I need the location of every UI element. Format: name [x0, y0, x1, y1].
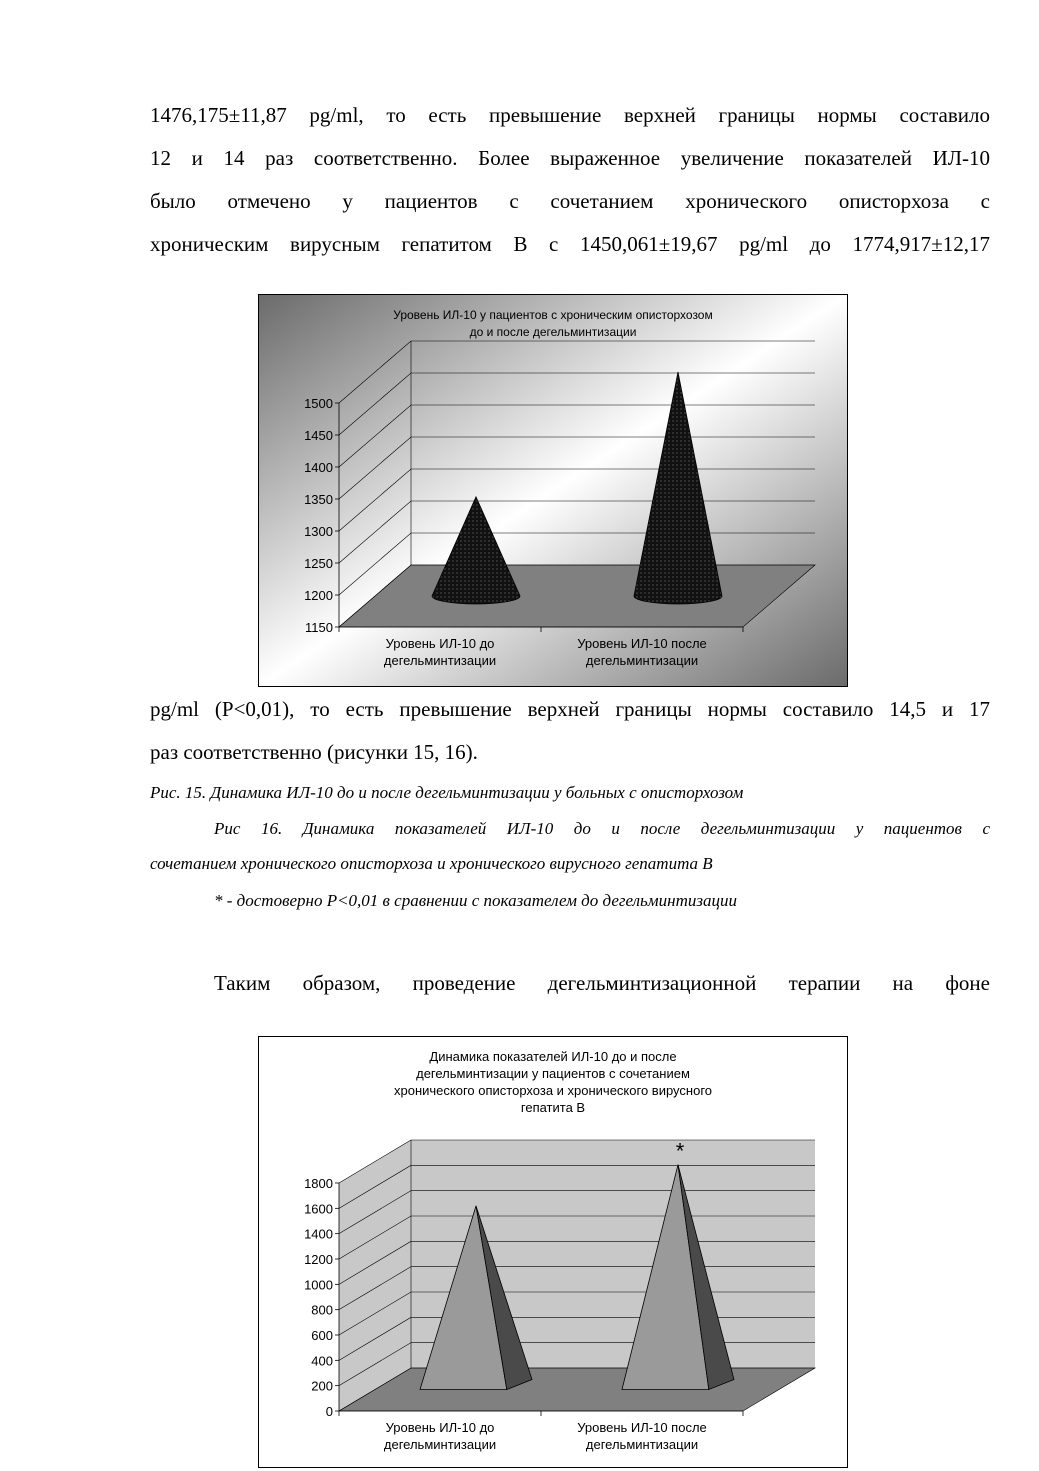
chart-figure-16 [258, 1036, 848, 1468]
y-tick-label: 600 [311, 1328, 333, 1343]
chart-floor [339, 1368, 815, 1411]
y-tick-label: 1500 [304, 396, 333, 411]
y-tick-label: 200 [311, 1378, 333, 1394]
caption-figure-16-line-1: Рис 16. Динамика показателей ИЛ-10 до и после дегельминтизации у пациентов с [214, 819, 990, 838]
footnote: * - достоверно P<0,01 в сравнении с показателем до дегельминтизации [214, 891, 737, 910]
chart-title-line: хронического описторхоза и хронического вирусного [394, 1083, 712, 1098]
chart-title-line: гепатита В [520, 1100, 586, 1115]
text-line: было отмечено у пациентов с сочетанием хронического описторхоза с [150, 189, 990, 213]
significance-marker: * [675, 1138, 685, 1164]
chart-figure-15 [258, 294, 848, 687]
chart-title-line: до и после дегельминтизации [469, 325, 637, 339]
chart-floor [339, 565, 815, 627]
y-tick-label: 1300 [304, 524, 333, 539]
text-line: Таким образом, проведение дегельминтизационной терапии на фоне [214, 971, 990, 995]
y-tick-label: 1200 [304, 1252, 333, 1267]
x-category-label: Уровень ИЛ-10 после [577, 1420, 707, 1435]
y-tick-label: 800 [311, 1302, 333, 1318]
x-category-label: дегельминтизации [383, 1437, 497, 1452]
chart-15-svg [259, 295, 847, 686]
text-line: 1476,175±11,87 pg/ml, то есть превышение верхней границы нормы составило [150, 103, 990, 127]
y-tick-label: 1250 [304, 556, 333, 571]
y-tick-label: 400 [311, 1353, 333, 1369]
paragraph-3 [214, 962, 990, 1005]
y-tick-label: 1150 [305, 620, 333, 635]
y-tick-label: 1000 [304, 1277, 333, 1293]
text-line: раз соответственно (рисунки 15, 16). [150, 740, 478, 764]
chart-16-svg [259, 1037, 847, 1467]
y-tick-label: 1400 [304, 1226, 333, 1242]
y-tick-label: 1600 [304, 1201, 333, 1217]
x-category-label: Уровень ИЛ-10 после [577, 636, 707, 651]
y-tick-label: 1400 [304, 460, 333, 475]
text-line: pg/ml (P<0,01), то есть превышение верхней границы нормы составило 14,5 и 17 [150, 697, 990, 721]
y-tick-label: 1350 [304, 492, 333, 507]
x-category-label: Уровень ИЛ-10 до [385, 636, 495, 651]
chart-title-line: Уровень ИЛ-10 у пациентов с хроническим описторхозом [393, 308, 713, 322]
x-category-label: дегельминтизации [585, 1437, 699, 1452]
x-category-label: Уровень ИЛ-10 до [385, 1420, 495, 1435]
paragraph-2 [150, 688, 990, 774]
x-category-label: дегельминтизации [585, 653, 699, 668]
chart-title-line: дегельминтизации у пациентов с сочетанием [416, 1066, 690, 1081]
x-category-label: дегельминтизации [383, 653, 497, 668]
paragraph-1 [150, 94, 990, 266]
y-tick-label: 0 [325, 1404, 333, 1419]
caption-figure-15: Рис. 15. Динамика ИЛ-10 до и после дегельминтизации у больных с описторхозом [150, 783, 744, 802]
text-line: 12 и 14 раз соответственно. Более выраженное увеличение показателей ИЛ-10 [150, 146, 990, 170]
y-tick-label: 1200 [304, 588, 333, 603]
text-line: хроническим вирусным гепатитом В с 1450,061±19,67 pg/ml до 1774,917±12,17 [150, 232, 990, 256]
caption-figure-16-line-2: сочетанием хронического описторхоза и хронического вирусного гепатита В [150, 854, 713, 873]
y-tick-label: 1800 [304, 1176, 333, 1191]
y-tick-label: 1450 [304, 428, 333, 443]
chart-title-line: Динамика показателей ИЛ-10 до и после [429, 1049, 677, 1064]
